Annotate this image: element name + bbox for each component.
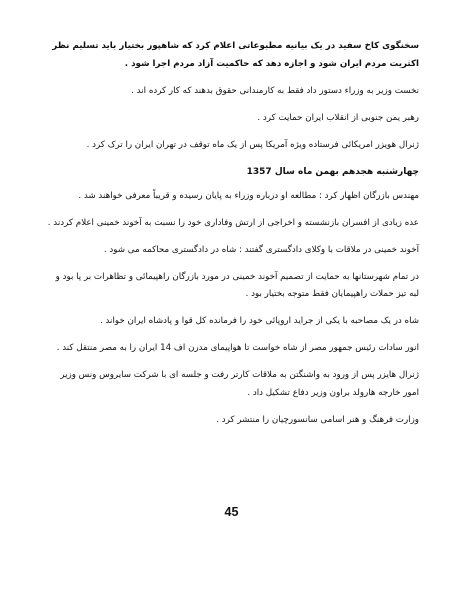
paragraph-prime-minister-order: نخست وزیر به وزراء دستور داد فقط به کارمندانی حقوق بدهند که کار کرده اند . bbox=[131, 85, 419, 96]
paragraph-city-demonstrations: در تمام شهرستانها به حمایت از تصمیم آخوند خمینی در مورد بازرگان راهپیمائی و تظاهرات بر پا بود و لبه تیز حملات راهپیمایان فقط متوجه بختیار بود . bbox=[55, 271, 419, 299]
paragraph-lawyers-meeting: آخوند خمینی در ملاقات با وکلای دادگستری گفتند : شاه در دادگستری محاکمه می شود . bbox=[103, 244, 419, 255]
paragraph-sadat-request: انور سادات رئیس جمهور مصر از شاه خواست تا هواپیمای مدرن اف 14 ایران را به مصر منتقل کند . bbox=[56, 343, 419, 353]
paragraph-huyser-departure: ژنرال هویزر امریکائی فرستاده ویژه آمریکا پس از یک ماه توقف در تهران ایران را ترک کرد . bbox=[86, 139, 419, 150]
page-number: 45 bbox=[224, 505, 239, 519]
paragraph-white-house-statement: سخنگوی کاخ سفید در یک بیانیه مطبوعاتی اعلام کرد که شاهپور بختیار باید تسلیم نظر اکثریت مردم ایران شود و اجازه دهد که حاکمیت آزاد مردم اجرا شود . bbox=[52, 41, 419, 69]
paragraph-shah-interview: شاه در یک مصاحبه با یکی از جراید اروپائی خود را فرمانده کل قوا و پادشاه ایران خواند . bbox=[99, 316, 419, 326]
paragraph-retired-officers: عده زیادی از افسران بازنشسته و اخراجی از ارتش وفاداری خود را نسبت به آخوند خمینی اعلام کردند . bbox=[47, 217, 419, 228]
paragraph-south-yemen-support: رهبر یمن جنوبی از انقلاب ایران حمایت کرد . bbox=[257, 112, 419, 123]
date-heading: چهارشنبه هجدهم بهمن ماه سال 1357 bbox=[246, 166, 419, 177]
paragraph-huyser-washington: ژنرال هایزر پس از ورود به واشنگتن به ملاقات کارتر رفت و جلسه ای با شرکت سایروس ونس وزیر امور خارجه هارولد براون وزیر دفاع تشکیل داد . bbox=[60, 370, 419, 398]
paragraph-censors-list: وزارت فرهنگ و هنر اسامی سانسورچیان را منتشر کرد . bbox=[216, 414, 419, 425]
paragraph-bazargan-statement: مهندس بازرگان اظهار کرد : مطالعه او درباره وزراء به پایان رسیده و قریباً معرفی خواهند شد . bbox=[78, 190, 419, 201]
